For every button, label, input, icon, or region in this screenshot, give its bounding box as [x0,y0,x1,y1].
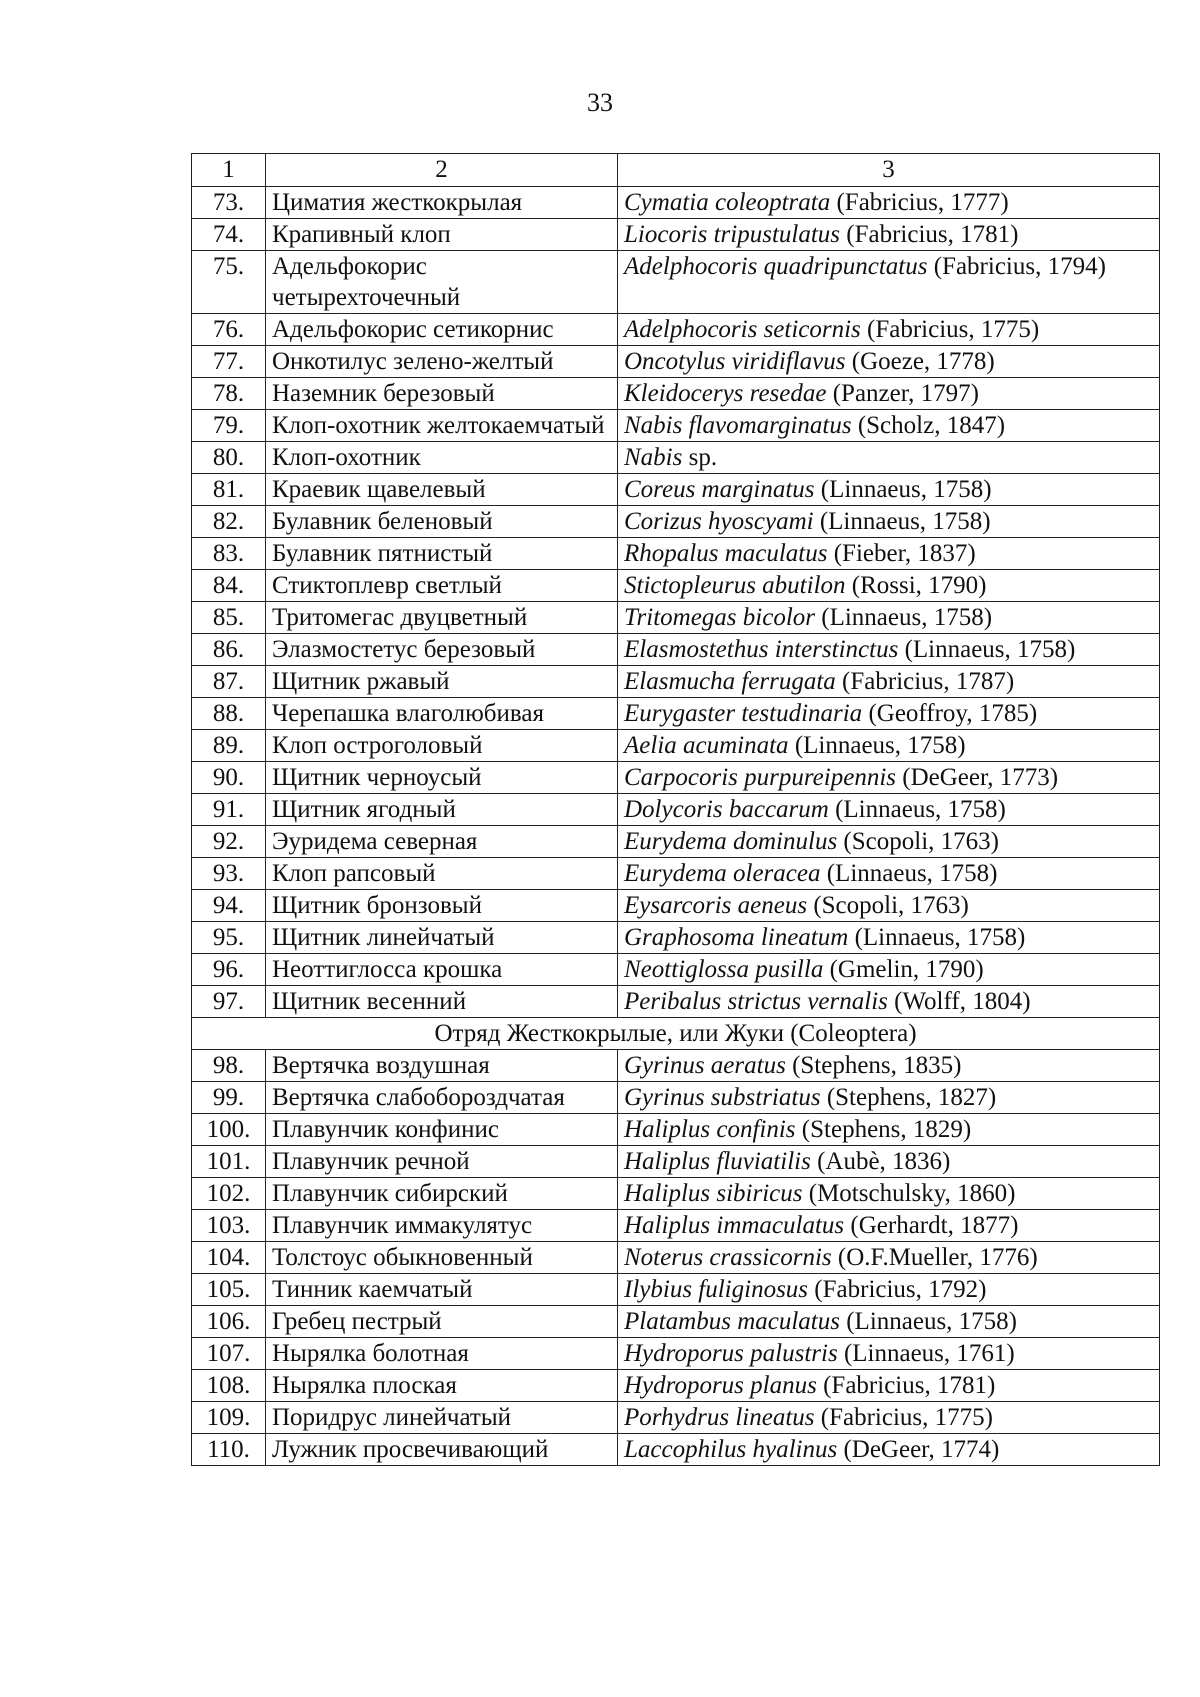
row-number: 74. [192,219,266,251]
scientific-name [618,1146,1160,1178]
scientific-name [618,314,1160,346]
page-number: 33 [587,88,613,117]
row-number: 76. [192,314,266,346]
latin-name: Elasmucha ferrugata [624,668,836,695]
row-number: 108. [192,1370,266,1402]
latin-name: Dolycoris baccarum [624,796,829,823]
latin-name: Adelphocoris quadripunctatus [624,253,928,280]
author-citation: (Wolff, 1804) [887,988,1031,1015]
row-number: 104. [192,1242,266,1274]
row-number: 84. [192,570,266,602]
latin-name: Haliplus immaculatus [624,1212,845,1239]
table-row [192,1114,1160,1146]
common-name: Циматия жесткокрылая [266,187,618,219]
column-header-3: 3 [618,154,1160,187]
common-name: Плавунчик конфинис [266,1114,618,1146]
common-name: Клоп-охотник желтокаемчатый [266,410,618,442]
table-row [192,602,1160,634]
common-name: Онкотилус зелено-желтый [266,346,618,378]
latin-name: Oncotylus viridiflavus [624,348,846,375]
author-citation: (Linnaeus, 1758) [813,508,991,535]
common-name: Плавунчик иммакулятус [266,1210,618,1242]
latin-name: Corizus hyoscyami [624,508,814,535]
latin-name: Nabis [624,444,683,471]
common-name: Щитник ягодный [266,794,618,826]
latin-name: Hydroporus palustris [624,1340,838,1367]
row-number: 88. [192,698,266,730]
scientific-name [618,858,1160,890]
scientific-name [618,346,1160,378]
latin-name: Eurydema dominulus [624,828,838,855]
common-name: Вертячка слабобороздчатая [266,1082,618,1114]
row-number: 86. [192,634,266,666]
table-row [192,986,1160,1018]
latin-name: Liocoris tripustulatus [624,221,841,248]
row-number: 75. [192,251,266,314]
row-number: 80. [192,442,266,474]
author-citation: (Geoffroy, 1785) [862,700,1038,727]
latin-name: Elasmostethus interstinctus [624,636,899,663]
author-citation: (Linnaeus, 1758) [839,1308,1018,1335]
author-citation: (Gerhardt, 1877) [844,1212,1019,1239]
table-row [192,442,1160,474]
row-number: 90. [192,762,266,794]
common-name: Щитник черноусый [266,762,618,794]
row-number: 83. [192,538,266,570]
common-name: Тритомегас двуцветный [266,602,618,634]
scientific-name [618,538,1160,570]
common-name: Клоп рапсовый [266,858,618,890]
row-number: 77. [192,346,266,378]
common-name: Элазмостетус березовый [266,634,618,666]
latin-name: Tritomegas bicolor [624,604,815,631]
row-number: 81. [192,474,266,506]
common-name: Наземник березовый [266,378,618,410]
scientific-name [618,1082,1160,1114]
scientific-name [618,219,1160,251]
author-citation: (Fabricius, 1794) [927,253,1106,280]
table-row [192,826,1160,858]
latin-name: Eurygaster testudinaria [624,700,863,727]
author-citation: (Fieber, 1837) [827,540,976,567]
common-name: Щитник весенний [266,986,618,1018]
row-number: 100. [192,1114,266,1146]
scientific-name [618,666,1160,698]
latin-name: Graphosoma lineatum [624,924,849,951]
table-row [192,1274,1160,1306]
table-row [192,1146,1160,1178]
scientific-name [618,602,1160,634]
row-number: 79. [192,410,266,442]
row-number: 89. [192,730,266,762]
author-citation: (Linnaeus, 1758) [814,476,992,503]
scientific-name [618,1050,1160,1082]
common-name: Крапивный клоп [266,219,618,251]
latin-name: Haliplus sibiricus [624,1180,803,1207]
common-name: Плавунчик сибирский [266,1178,618,1210]
scientific-name [618,410,1160,442]
author-citation: (Linnaeus, 1758) [898,636,1076,663]
latin-name: Platambus maculatus [624,1308,840,1335]
common-name: Клоп-охотник [266,442,618,474]
author-citation: (Fabricius, 1775) [860,316,1040,343]
table-row [192,794,1160,826]
scientific-name [618,1114,1160,1146]
scientific-name [618,1306,1160,1338]
row-number: 82. [192,506,266,538]
author-citation: (Stephens, 1827) [820,1084,997,1111]
row-number: 110. [192,1434,266,1466]
common-name: Булавник беленовый [266,506,618,538]
section-title: Отряд Жесткокрылые, или Жуки (Coleoptera) [192,1018,1160,1050]
author-citation: (Fabricius, 1792) [808,1276,987,1303]
table-row [192,1210,1160,1242]
latin-name: Eysarcoris aeneus [624,892,808,919]
author-citation: (Fabricius, 1781) [816,1372,996,1399]
latin-name: Stictopleurus abutilon [624,572,846,599]
table-row [192,251,1160,314]
author-citation: (Aubè, 1836) [810,1148,951,1175]
row-number: 102. [192,1178,266,1210]
table-row [192,666,1160,698]
row-number: 101. [192,1146,266,1178]
table-row [192,219,1160,251]
author-citation: (Fabricius, 1781) [840,221,1019,248]
latin-name: Nabis flavomarginatus [624,412,852,439]
table-row [192,410,1160,442]
author-citation: (Goeze, 1778) [845,348,995,375]
latin-name: Coreus marginatus [624,476,815,503]
common-name: Булавник пятнистый [266,538,618,570]
common-name: Стиктоплевр светлый [266,570,618,602]
table-row [192,474,1160,506]
table-row [192,1370,1160,1402]
table-row [192,890,1160,922]
row-number: 73. [192,187,266,219]
latin-name: Aelia acuminata [624,732,789,759]
table-row [192,378,1160,410]
author-citation: (Fabricius, 1787) [835,668,1015,695]
scientific-name [618,1402,1160,1434]
common-name: Лужник просвечивающий [266,1434,618,1466]
author-citation: (Panzer, 1797) [826,380,979,407]
row-number: 78. [192,378,266,410]
row-number: 94. [192,890,266,922]
common-name: Толстоус обыкновенный [266,1242,618,1274]
table-row [192,1306,1160,1338]
author-citation: (Stephens, 1835) [785,1052,962,1079]
scientific-name [618,442,1160,474]
scientific-name [618,378,1160,410]
scientific-name [618,762,1160,794]
common-name: Адельфокорис четырехточечный [266,251,618,314]
table-row [192,1242,1160,1274]
scientific-name [618,570,1160,602]
row-number: 109. [192,1402,266,1434]
latin-name: Cymatia coleoptrata [624,189,831,216]
latin-name: Haliplus fluviatilis [624,1148,811,1175]
author-citation: (Linnaeus, 1758) [848,924,1026,951]
table-row [192,187,1160,219]
scientific-name [618,1178,1160,1210]
table-row [192,922,1160,954]
latin-name: Rhopalus maculatus [624,540,828,567]
common-name: Краевик щавелевый [266,474,618,506]
author-citation: (Linnaeus, 1758) [788,732,966,759]
common-name: Черепашка влаголюбивая [266,698,618,730]
latin-name: Haliplus confinis [624,1116,796,1143]
author-citation: (Linnaeus, 1758) [820,860,998,887]
author-citation: (DeGeer, 1774) [837,1436,1000,1463]
row-number: 107. [192,1338,266,1370]
author-citation: (DeGeer, 1773) [896,764,1059,791]
common-name: Нырялка плоская [266,1370,618,1402]
scientific-name [618,1338,1160,1370]
row-number: 95. [192,922,266,954]
author-citation: (Scopoli, 1763) [837,828,999,855]
author-citation: (O.F.Mueller, 1776) [831,1244,1038,1271]
table-row [192,346,1160,378]
common-name: Тинник каемчатый [266,1274,618,1306]
author-citation: (Linnaeus, 1758) [828,796,1006,823]
latin-name: Peribalus strictus vernalis [624,988,888,1015]
table-row [192,1402,1160,1434]
common-name: Щитник бронзовый [266,890,618,922]
author-citation: (Rossi, 1790) [845,572,987,599]
row-number: 87. [192,666,266,698]
common-name: Плавунчик речной [266,1146,618,1178]
scientific-name [618,698,1160,730]
row-number: 85. [192,602,266,634]
latin-name: Adelphocoris seticornis [624,316,861,343]
table-row [192,1082,1160,1114]
row-number: 91. [192,794,266,826]
latin-name: Gyrinus substriatus [624,1084,821,1111]
row-number: 105. [192,1274,266,1306]
latin-name: Hydroporus planus [624,1372,817,1399]
row-number: 97. [192,986,266,1018]
common-name: Нырялка болотная [266,1338,618,1370]
scientific-name [618,506,1160,538]
table-row [192,698,1160,730]
species-table-body [192,154,1160,1466]
scientific-name [618,1274,1160,1306]
row-number: 106. [192,1306,266,1338]
table-header-row [192,154,1160,187]
scientific-name [618,251,1160,314]
table-row [192,1050,1160,1082]
row-number: 92. [192,826,266,858]
common-name: Вертячка воздушная [266,1050,618,1082]
row-number: 99. [192,1082,266,1114]
table-row [192,570,1160,602]
common-name: Неоттиглосса крошка [266,954,618,986]
row-number: 98. [192,1050,266,1082]
scientific-name [618,794,1160,826]
latin-name: Laccophilus hyalinus [624,1436,838,1463]
column-header-1: 1 [192,154,266,187]
row-number: 96. [192,954,266,986]
author-citation: (Fabricius, 1777) [830,189,1009,216]
latin-name: Kleidocerys resedae [624,380,827,407]
scientific-name [618,1370,1160,1402]
common-name: Эуридема северная [266,826,618,858]
latin-name: Eurydema oleracea [624,860,821,887]
table-row [192,858,1160,890]
latin-name: Ilybius fuliginosus [624,1276,809,1303]
row-number: 93. [192,858,266,890]
section-row [192,1018,1160,1050]
author-citation: (Gmelin, 1790) [823,956,984,983]
latin-name: Noterus crassicornis [624,1244,832,1271]
author-citation: sp. [682,444,718,471]
table-row [192,762,1160,794]
scientific-name [618,187,1160,219]
scientific-name [618,730,1160,762]
table-row [192,314,1160,346]
common-name: Поридрус линейчатый [266,1402,618,1434]
column-header-2: 2 [266,154,618,187]
table-row [192,730,1160,762]
table-row [192,1178,1160,1210]
table-row [192,634,1160,666]
common-name: Адельфокорис сетикорнис [266,314,618,346]
scientific-name [618,826,1160,858]
author-citation: (Fabricius, 1775) [814,1404,993,1431]
latin-name: Porhydrus lineatus [624,1404,815,1431]
scientific-name [618,634,1160,666]
scientific-name [618,890,1160,922]
latin-name: Neottiglossa pusilla [624,956,824,983]
species-table [191,153,1160,1466]
scientific-name [618,474,1160,506]
common-name: Клоп остроголовый [266,730,618,762]
table-row [192,1434,1160,1466]
common-name: Гребец пестрый [266,1306,618,1338]
author-citation: (Scholz, 1847) [851,412,1006,439]
scientific-name [618,1242,1160,1274]
common-name: Щитник линейчатый [266,922,618,954]
scientific-name [618,954,1160,986]
latin-name: Gyrinus aeratus [624,1052,786,1079]
author-citation: (Linnaeus, 1761) [837,1340,1015,1367]
table-row [192,538,1160,570]
table-row [192,506,1160,538]
author-citation: (Motschulsky, 1860) [802,1180,1016,1207]
table-row [192,954,1160,986]
author-citation: (Stephens, 1829) [795,1116,972,1143]
author-citation: (Linnaeus, 1758) [815,604,993,631]
latin-name: Carpocoris purpureipennis [624,764,896,791]
scientific-name [618,922,1160,954]
author-citation: (Scopoli, 1763) [807,892,969,919]
table-row [192,1338,1160,1370]
scientific-name [618,1434,1160,1466]
scientific-name [618,986,1160,1018]
scientific-name [618,1210,1160,1242]
common-name: Щитник ржавый [266,666,618,698]
row-number: 103. [192,1210,266,1242]
